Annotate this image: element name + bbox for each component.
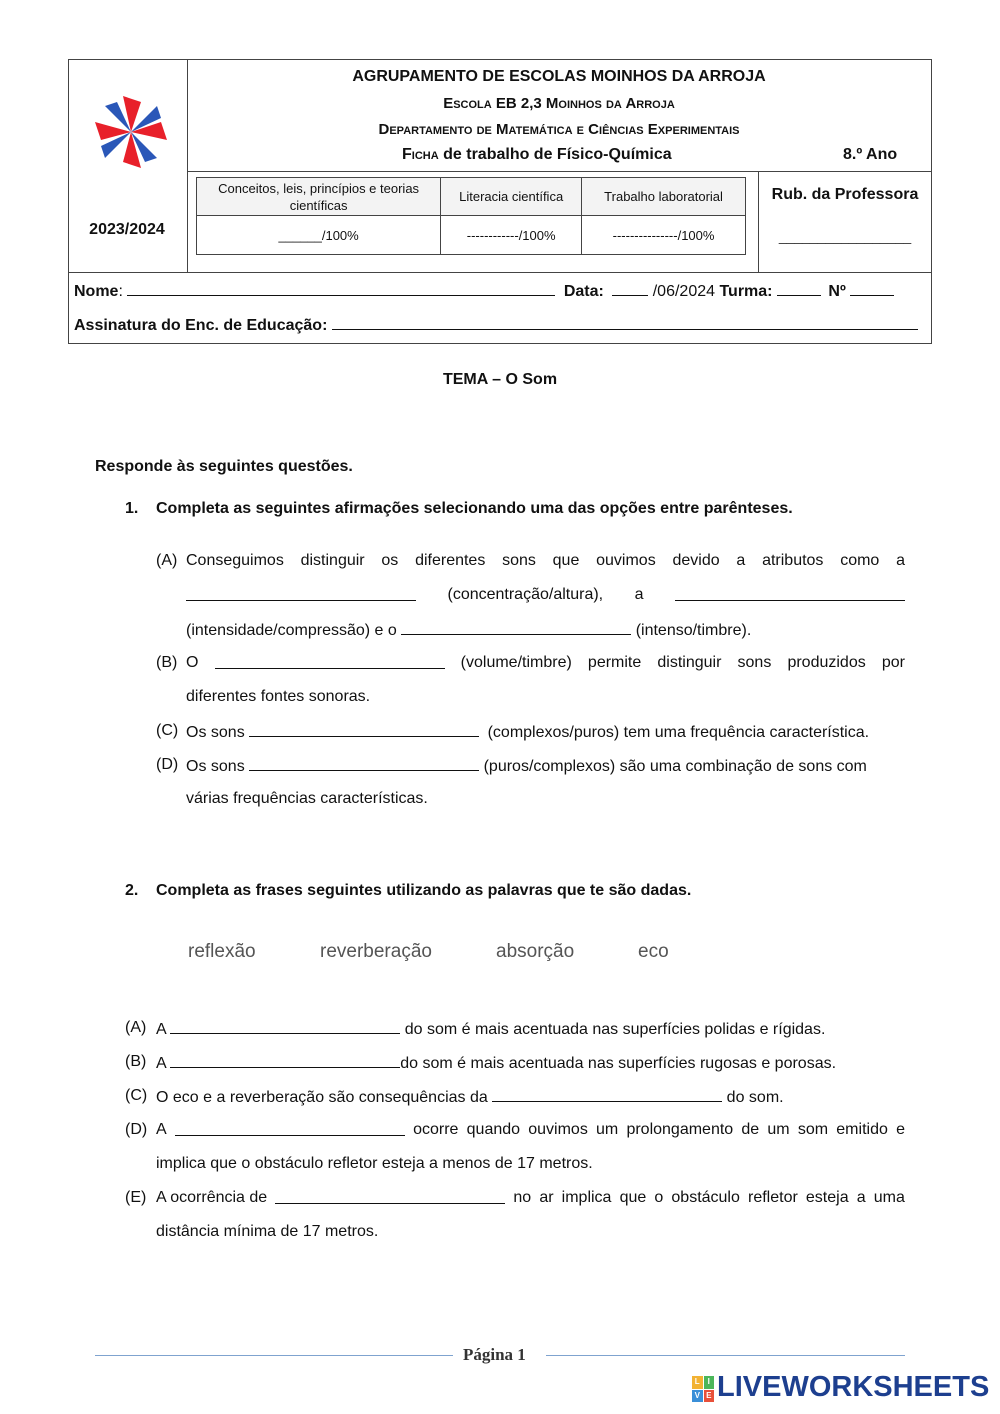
word-absorcao[interactable]: absorção	[496, 941, 575, 962]
number-field[interactable]	[850, 280, 894, 296]
q1-d-blank[interactable]	[249, 755, 479, 771]
q1-a-line2: (concentração/altura), a	[186, 585, 905, 605]
q1-a-blank-2[interactable]	[675, 585, 905, 601]
q2-e-line1: A ocorrência de no ar implica que o obstáculo refletor esteja a uma	[156, 1189, 905, 1206]
q2-d-tag: (D)	[125, 1121, 148, 1138]
q2-e-line2: distância mínima de 17 metros.	[156, 1223, 379, 1240]
class-field[interactable]	[777, 280, 821, 296]
q1-a-line3: (intensidade/compressão) e o (intenso/timbre).	[186, 619, 751, 641]
q2-b-blank[interactable]	[170, 1052, 400, 1068]
q2-a-blank[interactable]	[170, 1018, 400, 1034]
q1-c-blank[interactable]	[249, 721, 479, 737]
q2-number: 2.	[125, 882, 139, 899]
q1-c-line: Os sons (complexos/puros) tem uma frequência característica.	[186, 721, 869, 743]
instruction: Responde às seguintes questões.	[95, 458, 353, 475]
q1-d-tag: (D)	[156, 756, 179, 773]
grade-year: 8.º Ano	[843, 146, 898, 163]
rubric-label: Rub. da Professora	[771, 186, 919, 203]
q1-b-tag: (B)	[156, 654, 178, 671]
category-lab: Trabalho laboratorial	[582, 178, 746, 216]
liveworksheets-logo-icon: L I V E	[692, 1376, 714, 1402]
word-reflexao[interactable]: reflexão	[188, 941, 256, 962]
q1-b-line2: diferentes fontes sonoras.	[186, 688, 371, 705]
page-number: Página 1	[463, 1345, 526, 1364]
q2-e-blank[interactable]	[275, 1188, 505, 1204]
q2-e-tag: (E)	[125, 1189, 147, 1206]
score-concepts[interactable]: ______/100%	[197, 216, 441, 255]
date-day-field[interactable]	[612, 280, 648, 296]
q1-prompt: Completa as seguintes afirmações selecionando uma das opções entre parênteses.	[156, 500, 793, 517]
q1-a-tag: (A)	[156, 552, 178, 569]
q2-b-tag: (B)	[125, 1053, 147, 1070]
q2-a-line: A do som é mais acentuada nas superfícies polidas e rígidas.	[156, 1018, 825, 1040]
q2-d-line1: A ocorre quando ouvimos um prolongamento de um som emitido e	[156, 1121, 905, 1138]
q2-c-tag: (C)	[125, 1087, 148, 1104]
name-row: Nome: Data: /06/2024 Turma: Nº	[74, 280, 894, 302]
department: Departamento de Matemática e Ciências Experimentais	[378, 121, 740, 138]
score-lab[interactable]: ---------------/100%	[582, 216, 746, 255]
school-name: Escola EB 2,3 Moinhos da Arroja	[443, 95, 675, 112]
school-year: 2023/2024	[89, 221, 165, 238]
footer-rule-right	[546, 1355, 905, 1356]
q1-number: 1.	[125, 500, 139, 517]
q1-d-line2: várias frequências características.	[186, 790, 428, 807]
footer-rule-left	[95, 1355, 453, 1356]
q2-b-line: A do som é mais acentuada nas superfícies rugosas e porosas.	[156, 1052, 836, 1074]
school-logo	[90, 92, 172, 172]
score-table	[196, 177, 746, 255]
word-eco[interactable]: eco	[638, 941, 669, 962]
q1-d-line1: Os sons (puros/complexos) são uma combinação de sons com	[186, 755, 867, 777]
worksheet-title: Ficha de trabalho de Físico-Química	[402, 146, 672, 163]
category-literacy: Literacia científica	[441, 178, 582, 216]
q1-a-blank-3[interactable]	[401, 619, 631, 635]
q1-b-line1: O (volume/timbre) permite distinguir sons produzidos por	[186, 654, 905, 671]
rubric-signature-field[interactable]: _________________	[778, 228, 912, 244]
q1-b-blank[interactable]	[215, 653, 445, 669]
q1-a-blank-1[interactable]	[186, 585, 416, 601]
q2-d-blank[interactable]	[175, 1120, 405, 1136]
q1-a-line1: Conseguimos distinguir os diferentes sons que ouvimos devido a atributos como a	[186, 552, 905, 569]
name-field[interactable]	[127, 280, 555, 296]
school-group: AGRUPAMENTO DE ESCOLAS MOINHOS DA ARROJA	[352, 68, 766, 85]
q2-c-blank[interactable]	[492, 1086, 722, 1102]
word-reverberacao[interactable]: reverberação	[320, 941, 432, 962]
category-concepts: Conceitos, leis, princípios e teorias científicas	[197, 178, 441, 216]
q2-d-line2: implica que o obstáculo refletor esteja a menos de 17 metros.	[156, 1155, 593, 1172]
signature-row: Assinatura do Enc. de Educação:	[74, 314, 918, 336]
q2-prompt: Completa as frases seguintes utilizando as palavras que te são dadas.	[156, 882, 692, 899]
liveworksheets-brand: LIVEWORKSHEETS	[717, 1371, 990, 1403]
q1-c-tag: (C)	[156, 722, 179, 739]
q2-c-line: O eco e a reverberação são consequências da do som.	[156, 1086, 784, 1108]
theme-title: TEMA – O Som	[442, 371, 558, 388]
q2-a-tag: (A)	[125, 1019, 147, 1036]
signature-field[interactable]	[332, 314, 918, 330]
score-literacy[interactable]: ------------/100%	[441, 216, 582, 255]
